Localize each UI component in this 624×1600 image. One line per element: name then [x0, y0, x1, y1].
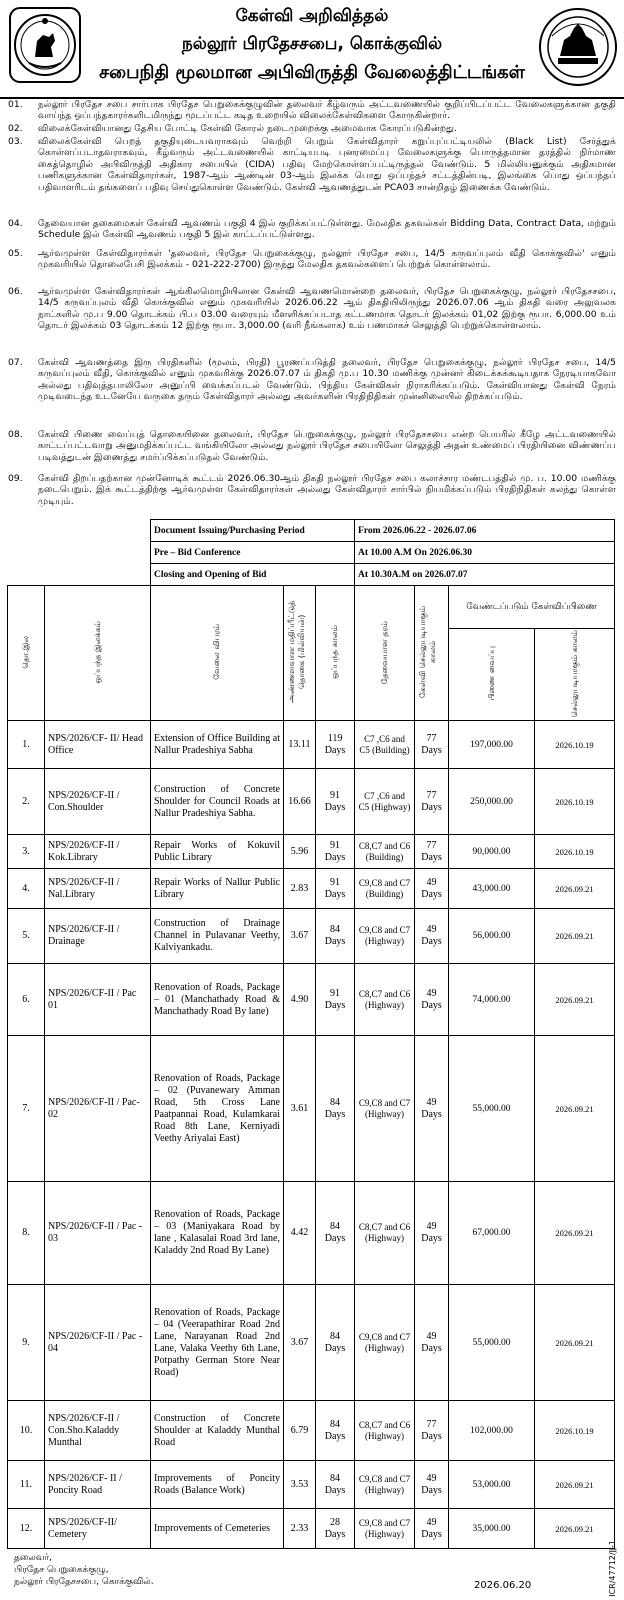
security-valid-until: 2026.09.21 — [535, 1461, 615, 1509]
bid-security: 53,000.00 — [449, 1461, 535, 1509]
clause-text: கேள்வி ஆவணத்தை இரு பிரதிகளில் (மூலம், பிரதி) பூரணப்படுத்தி தலைவர், பிரதேச பெறுகைக்குழு, நல்லூர் பிரதேச சபை, 14/5 கருவப்புலம் வீதி, கொக்குவில் எனும் முகவரிக்கு 2026.07.07 ம் திகதி மு.ப 10.30 மணிக்கு முன்னர் கிடைக்கக்கூடியதாக நேரடியாகவோ அல்லது பதிவுத்தபாலிலோ அனுப்பி வைக்கப்படல் வேண்டும். பிந்திய கேள்விகள் நிராகரிக்கப்படும். கேள்வியானது கேள்வி நேரம் முடிவடைந்த உடனேயே வருகை தரும் கேள்விதாரர் அல்லது அவர்களின் பிரதிநிதிகள் முன்னிலையில் திறக்கப்படும். — [38, 357, 616, 403]
summary-label: Pre – Bid Conference — [151, 542, 355, 564]
summary-row — [8, 564, 615, 586]
col-header-no: தொ.இல — [8, 586, 45, 721]
table-row — [8, 721, 615, 769]
work-description: Extension of Office Building at Nallur Pradeshiya Sabha — [151, 721, 284, 769]
sri-lanka-emblem-icon — [9, 7, 81, 83]
estimate-value: 16.66 — [284, 769, 316, 835]
contract-period: 84 Days — [316, 1036, 355, 1182]
required-grade: C7 ,C6 and C5 (Building) — [355, 721, 415, 769]
work-description: Renovation of Roads, Package – 04 (Veerapathirar Road 2nd Lane, Narayanan Road 2nd Lane, Valaka Veethy 6th Lane, Potpathy German Store Near Road) — [151, 1285, 284, 1401]
bid-validity: 49 Days — [415, 1182, 449, 1285]
clause-text: கேள்வி பிணை வைப்புத் தொகையினை தலைவர், பிரதேச பெறுகைக்குழு, நல்லூர் பிரதேசசபை என்ற பெயரில் கீழே அட்டவணையில் காட்டப்பட்டவாறு அனுமதிக்கப்பட்ட வங்கியிலோ அல்லது நல்லூர் பிரதேச சபையிலோ செலுத்தி அதன் உண்மைப் பிரதியினை விண்ணப்ப படிவத்துடன் இணைத்து சமர்ப்பிக்கப்படுதல் வேண்டும். — [38, 429, 616, 463]
col-header-validity: கேள்வி செல்லுபடியாகும் காலம் — [415, 586, 449, 721]
contract-period: 84 Days — [316, 1285, 355, 1401]
security-valid-until: 2026.09.21 — [535, 964, 615, 1036]
clause-text: தேவையான தகைமைகள் கேள்வி ஆவணம் பகுதி 4 இல் குறிக்கப்பட்டுள்ளது. மேலதிக தகவல்கள் Bidding Data, Contract Data, மற்றும் Schedule இல் கேள்வி ஆவணம் பகுதி 5 இல் காட்டப்பட்டுள்ளது. — [38, 218, 616, 241]
signatory-title: தலைவர், — [14, 1553, 53, 1563]
publication-code: ICR/47712/JJ-1 — [608, 1540, 617, 1597]
estimate-value: 2.83 — [284, 869, 316, 909]
security-valid-until: 2026.09.21 — [535, 1036, 615, 1182]
table-row — [8, 964, 615, 1036]
row-number: 1. — [8, 721, 45, 769]
notice-clauses — [6, 99, 618, 519]
clause-number: 09. — [8, 473, 23, 484]
clause-text: கேள்வி திறப்பதற்கான முன்னோடிக் கூட்டம் 2026.06.30ஆம் திகதி நல்லூர் பிரதேச சபை கலாச்சார மண்டபத்தில் மு. ப. 10.00 மணிக்கு நடைபெறும். இக் கூட்டத்திற்கு ஆர்வமுள்ள கேள்விதாரர்கள் அல்லது கேள்விதாரர் சார்பில் நியமிக்கப்படும் பிரதிநிதிகள் கலந்து கொள்ள முடியும். — [38, 473, 616, 507]
contract-ref: NPS/2026/CF-II / Pac - 03 — [45, 1182, 151, 1285]
estimate-value: 4.42 — [284, 1182, 316, 1285]
row-number: 4. — [8, 869, 45, 909]
contract-ref: NPS/2026/CF-II / Kok.Library — [45, 835, 151, 869]
bid-validity: 77 Days — [415, 835, 449, 869]
required-grade: C8,C7 and C6 (Highway) — [355, 964, 415, 1036]
row-number: 11. — [8, 1461, 45, 1509]
estimate-value: 3.67 — [284, 1285, 316, 1401]
contract-ref: NPS/2026/CF-II / Drainage — [45, 909, 151, 964]
contract-period: 91 Days — [316, 869, 355, 909]
required-grade: C8,C7 and C6 (Building) — [355, 835, 415, 869]
required-grade: C9,C8 and C7 (Highway) — [355, 1461, 415, 1509]
contract-period: 84 Days — [316, 1182, 355, 1285]
bid-security: 250,000.00 — [449, 769, 535, 835]
bid-validity: 77 Days — [415, 1401, 449, 1461]
col-header-estimate: அண்ணளவான மதிப்பீட்டுத் தொகை (மில்லியன்) — [284, 586, 316, 721]
work-description: Renovation of Roads, Package – 03 (Maniyakara Road by lane , Kalasalai Road 3rd lane, Kaladdy 2nd Road By Lane) — [151, 1182, 284, 1285]
contract-period: 84 Days — [316, 1461, 355, 1509]
contract-period: 119 Days — [316, 721, 355, 769]
notice-title: கேள்வி அறிவித்தல் — [235, 6, 389, 26]
required-grade: C8,C7 and C6 (Highway) — [355, 1401, 415, 1461]
contract-ref: NPS/2026/CF- II/ Head Office — [45, 721, 151, 769]
summary-label: Document Issuing/Purchasing Period — [151, 520, 355, 542]
bid-validity: 77 Days — [415, 769, 449, 835]
row-number: 2. — [8, 769, 45, 835]
clause-text: ஆர்வமுள்ள கேள்விதாரர்கள் ஆங்கிலமொழியிலான கேள்வி ஆவணமொன்றை தலைவர், பிரதேச பெறுகைக்குழு, நல்லூர் பிரதேசசபை, 14/5 கருவப்புலம் வீதி கொக்குவில் எனும் முகவரியில் 2026.06.22 ஆம் திகதியிலிருந்து 2026.07.06 ஆம் திகதி வரை அலுவலக நாட்களில் மு.ப 9.00 தொடக்கம் பி.ப 03.00 வரையும் மீளளிக்கப்படாத கட்டணமாக தொடர் இலக்கம் 01,02 இற்கு ரூபா. 6,000.00 உம் தொடர் இலக்கம் 03 தொடக்கம் 12 இற்கு ரூபா. 3,000.00 (வரி நீங்கலாக) உம் பணமாகச் செலுத்தி பெற்றுக்கொள்ளலாம். — [38, 286, 616, 332]
security-valid-until: 2026.09.21 — [535, 1285, 615, 1401]
bid-security: 90,000.00 — [449, 835, 535, 869]
estimate-value: 3.61 — [284, 1036, 316, 1182]
clause-text: விலைக்கேள்வி பெறத் தகுதியுடையவராகவும் வெற்றி பெறும் கேள்விதாரர் கறுப்புப்பட்டியலில் (Black List) சேர்த்துக் கொள்ளப்படாதவராகவும், கீழ்வரும் அட்டவணையில் காட்டியபடி புனரமைப்பு வேலைகளுக்கு பொருத்தமான தரத்தில் நிர்மாண கைத்தொழில் அபிவிருத்தி அதிகார சபையில் (CIDA) பதிவு மேற்கொள்ளப்பட்டிருத்தல் வேண்டும். 5 மில்லியனுக்கும் அதிகமான பணிகளுக்கான கேள்விதாரர்கள், 1987-ஆம் ஆண்டின் 03-ஆம் இலக்க பொது ஒப்பந்தச் சட்டத்தின்படி, இலங்கை பொது ஒப்பந்தப் பதிவாளரிடம் தங்களைப் பதிவு செய்துகொள்ள வேண்டும். கேள்வி ஆவணத்துடன் PCA03 சான்றிதழ் இணைக்க வேண்டும். — [38, 136, 616, 193]
security-valid-until: 2026.10.19 — [535, 1401, 615, 1461]
row-number: 5. — [8, 909, 45, 964]
estimate-value: 3.67 — [284, 909, 316, 964]
security-valid-until: 2026.09.21 — [535, 1182, 615, 1285]
table-row — [8, 869, 615, 909]
contract-period: 84 Days — [316, 909, 355, 964]
security-valid-until: 2026.10.19 — [535, 721, 615, 769]
table-row — [8, 769, 615, 835]
col-header-security: வேண்டப்படும் கேள்விப்பிணை — [449, 586, 615, 629]
col-header-grade: தேவையான தரம் — [355, 586, 415, 721]
bid-security: 56,000.00 — [449, 909, 535, 964]
contract-ref: NPS/2026/CF-II / Pac 01 — [45, 964, 151, 1036]
security-valid-until: 2026.10.19 — [535, 835, 615, 869]
bid-security: 197,000.00 — [449, 721, 535, 769]
table-row — [8, 835, 615, 869]
work-description: Renovation of Roads, Package – 01 (Manchathady Road & Manchathady Road By lane) — [151, 964, 284, 1036]
col-header-ref: ஒப்பந்த இலக்கம் — [45, 586, 151, 721]
bid-validity: 49 Days — [415, 1285, 449, 1401]
signature-block — [14, 1552, 154, 1588]
clause-number: 07. — [8, 357, 23, 368]
work-description: Renovation of Roads, Package – 02 (Puvanewary Amman Road, 5th Cross Lane Paatpannai Road, Kulamkarai Road 8th Lane, Kerniyadi Veethy Ariyalai East) — [151, 1036, 284, 1182]
contract-ref: NPS/2026/CF-II / Nal.Library — [45, 869, 151, 909]
row-number: 8. — [8, 1182, 45, 1285]
table-row — [8, 909, 615, 964]
contract-period: 84 Days — [316, 1401, 355, 1461]
clause-text: விலைக்கேள்வியானது தேசிய போட்டி கேள்வி கோரல் நடைமுறைக்கு அமைவாக கோரப்படுகின்றது. — [38, 123, 458, 134]
clause-number: 06. — [8, 286, 23, 297]
security-valid-until: 2026.09.21 — [535, 1509, 615, 1549]
contract-period: 91 Days — [316, 964, 355, 1036]
bid-security: 43,000.00 — [449, 869, 535, 909]
bid-security: 35,000.00 — [449, 1509, 535, 1549]
work-description: Improvements of Cemeteries — [151, 1509, 284, 1549]
clause-text: ஆர்வமுள்ள கேள்விதாரர்கள் 'தலைவர், பிரதேச பெறுகைக்குழு, நல்லூர் பிரதேச சபை, 14/5 கருவப்புலம் வீதி கொக்குவில்' எனும் முகவரியில் தொலைபேசி இலக்கம் - 021-222-2700) இருந்து மேலதிக தகவல்களைப் பெற்றுக் கொள்ளலாம். — [38, 248, 616, 271]
row-number: 10. — [8, 1401, 45, 1461]
security-valid-until: 2026.10.19 — [535, 769, 615, 835]
security-valid-until: 2026.09.21 — [535, 909, 615, 964]
summary-value: At 10.00 A.M On 2026.06.30 — [355, 542, 615, 564]
required-grade: C9,C8 and C7 (Building) — [355, 869, 415, 909]
estimate-value: 6.79 — [284, 1401, 316, 1461]
bid-security: 55,000.00 — [449, 1285, 535, 1401]
required-grade: C9,C8 and C7 (Highway) — [355, 1036, 415, 1182]
bid-validity: 49 Days — [415, 1036, 449, 1182]
bid-validity: 49 Days — [415, 1461, 449, 1509]
estimate-value: 5.96 — [284, 835, 316, 869]
col-header-fee: பிணை வைப்பு — [449, 629, 535, 721]
required-grade: C9,C8 and C7 (Highway) — [355, 1509, 415, 1549]
bid-validity: 49 Days — [415, 964, 449, 1036]
contract-ref: NPS/2026/CF-II / Con.Shoulder — [45, 769, 151, 835]
summary-row — [8, 520, 615, 542]
estimate-value: 13.11 — [284, 721, 316, 769]
table-row — [8, 1509, 615, 1549]
work-description: Improvements of Poncity Roads (Balance Work) — [151, 1461, 284, 1509]
contract-ref: NPS/2026/CF-II/ Cemetery — [45, 1509, 151, 1549]
bid-security: 74,000.00 — [449, 964, 535, 1036]
bid-validity: 49 Days — [415, 1509, 449, 1549]
row-number: 7. — [8, 1036, 45, 1182]
contract-period: 91 Days — [316, 835, 355, 869]
work-description: Construction of Concrete Shoulder at Kaladdy Munthal Road — [151, 1401, 284, 1461]
required-grade: C8,C7 and C6 (Highway) — [355, 1182, 415, 1285]
summary-value: From 2026.06.22 - 2026.07.06 — [355, 520, 615, 542]
clause-number: 04. — [8, 218, 23, 229]
table-row — [8, 1401, 615, 1461]
row-number: 3. — [8, 835, 45, 869]
estimate-value: 3.53 — [284, 1461, 316, 1509]
clause-number: 01. — [8, 99, 23, 110]
clause-number: 02. — [8, 123, 23, 134]
contract-ref: NPS/2026/CF-II / Pac-02 — [45, 1036, 151, 1182]
contract-ref: NPS/2026/CF- II / Poncity Road — [45, 1461, 151, 1509]
clause-number: 08. — [8, 429, 23, 440]
col-header-period: ஒப்பந்த காலம் — [316, 586, 355, 721]
required-grade: C9,C8 and C7 (Highway) — [355, 909, 415, 964]
contract-ref: NPS/2026/CF-II / Pac - 04 — [45, 1285, 151, 1401]
program-title: சபைநிதி மூலமான அபிவிருத்தி வேலைத்திட்டங்கள் — [99, 62, 525, 83]
bid-validity: 77 Days — [415, 721, 449, 769]
col-header-fee-valid: செல்லுபடியாகும் காலம் — [535, 629, 615, 721]
signatory-office: நல்லூர் பிரதேசசபை, கொக்குவில். — [14, 1577, 154, 1587]
table-row — [8, 1036, 615, 1182]
notice-header — [0, 0, 624, 99]
bid-security: 55,000.00 — [449, 1036, 535, 1182]
contract-ref: NPS/2026/CF-II / Con.Sho.Kaladdy Munthal — [45, 1401, 151, 1461]
security-valid-until: 2026.09.21 — [535, 869, 615, 909]
clause-text: நல்லூர் பிரதேச சபை சார்பாக பிரதேச பெறுகைக்குழுவின் தலைவர் கீழ்வரும் அட்டவணையில் குறிப்பிடப்பட்ட வேலைகளுக்கான தகுதி வாய்ந்த ஒப்பந்தகாரர்களிடமிருந்து மூடப்பட்ட கடித உறையில் விலைக்கேள்விகளை கோருகின்றார். — [38, 99, 616, 122]
tender-rows — [8, 721, 615, 1549]
work-description: Repair Works of Kokuvil Public Library — [151, 835, 284, 869]
column-header-row — [8, 586, 615, 629]
summary-row — [8, 542, 615, 564]
tender-table — [7, 519, 615, 1549]
bid-validity: 49 Days — [415, 909, 449, 964]
summary-value: At 10.30A.M on 2026.07.07 — [355, 564, 615, 586]
summary-label: Closing and Opening of Bid — [151, 564, 355, 586]
work-description: Construction of Concrete Shoulder for Council Roads at Nallur Pradeshiya Sabha. — [151, 769, 284, 835]
signatory-committee: பிரதேச பெறுகைக்குழு, — [14, 1565, 109, 1575]
table-row — [8, 1461, 615, 1509]
estimate-value: 2.33 — [284, 1509, 316, 1549]
col-header-desc: வேலை விபரம் — [151, 586, 284, 721]
required-grade: C7 ,C6 and C5 (Highway) — [355, 769, 415, 835]
contract-period: 91 Days — [316, 769, 355, 835]
council-seal-icon — [538, 6, 618, 88]
clause-number: 03. — [8, 136, 23, 147]
table-row — [8, 1182, 615, 1285]
bid-validity: 49 Days — [415, 869, 449, 909]
row-number: 6. — [8, 964, 45, 1036]
contract-period: 28 Days — [316, 1509, 355, 1549]
work-description: Construction of Drainage Channel in Pulavanar Veethy, Kalviyankadu. — [151, 909, 284, 964]
row-number: 9. — [8, 1285, 45, 1401]
clause-number: 05. — [8, 248, 23, 259]
notice-date: 2026.06.20 — [474, 1580, 532, 1591]
council-name: நல்லூர் பிரதேசசபை, கொக்குவில் — [181, 34, 443, 54]
work-description: Repair Works of Nallur Public Library — [151, 869, 284, 909]
row-number: 12. — [8, 1509, 45, 1549]
bid-security: 102,000.00 — [449, 1401, 535, 1461]
estimate-value: 4.90 — [284, 964, 316, 1036]
table-row — [8, 1285, 615, 1401]
bid-security: 67,000.00 — [449, 1182, 535, 1285]
required-grade: C9,C8 and C7 (Highway) — [355, 1285, 415, 1401]
